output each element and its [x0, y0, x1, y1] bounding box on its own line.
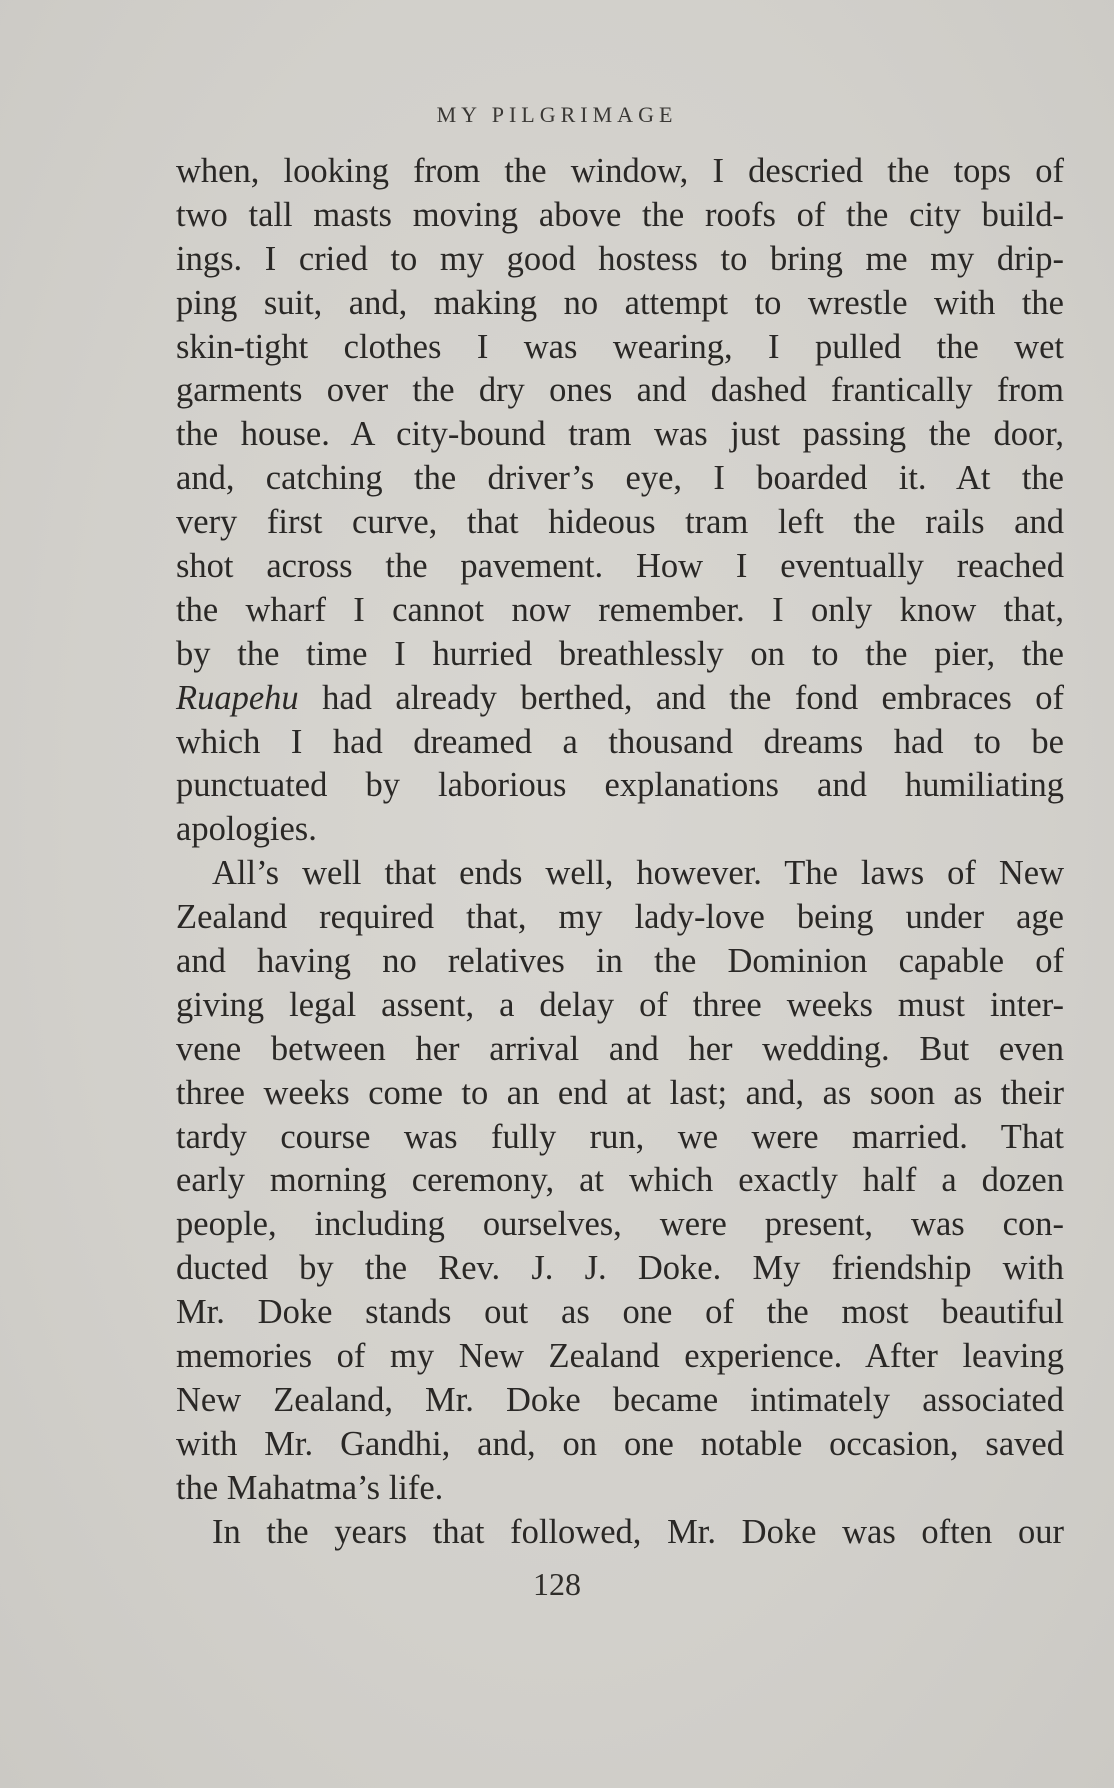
text-line: the Mahatma’s life.	[176, 1468, 444, 1507]
text-line: garments over the dry ones and dashed frantically from	[176, 371, 1064, 410]
text-line: and having no relatives in the Dominion capable of	[176, 942, 1064, 981]
body-text	[176, 150, 1064, 1555]
text-line: ping suit, and, making no attempt to wrestle with the	[176, 283, 1064, 322]
text-line: All’s well that ends well, however. The laws of New	[212, 854, 1064, 893]
text-line: which I had dreamed a thousand dreams had to be	[176, 722, 1064, 761]
text-line: people, including ourselves, were present, was con-	[176, 1205, 1064, 1244]
text-line: memories of my New Zealand experience. After leaving	[176, 1337, 1064, 1376]
text-line: In the years that followed, Mr. Doke was often our	[212, 1512, 1064, 1551]
text-line: by the time I hurried breathlessly on to the pier, the	[176, 634, 1064, 673]
text-line: giving legal assent, a delay of three weeks must inter-	[176, 985, 1064, 1024]
text-line: punctuated by laborious explanations and humiliating	[176, 766, 1064, 805]
text-line	[176, 677, 1064, 721]
text-line: vene between her arrival and her wedding. But even	[176, 1029, 1064, 1068]
text-line: three weeks come to an end at last; and, as soon as their	[176, 1073, 1064, 1112]
text-line: tardy course was fully run, we were married. That	[176, 1117, 1064, 1156]
running-head: MY PILGRIMAGE	[436, 102, 678, 127]
text-line-rest: had already berthed, and the fond embraces of	[298, 678, 1064, 717]
ship-name: Ruapehu	[176, 678, 299, 717]
text-line: the house. A city-bound tram was just passing the door,	[176, 415, 1064, 454]
text-line: ducted by the Rev. J. J. Doke. My friendship with	[176, 1249, 1064, 1288]
text-line: shot across the pavement. How I eventually reached	[176, 547, 1064, 586]
text-line: New Zealand, Mr. Doke became intimately associated	[176, 1380, 1064, 1419]
text-line: with Mr. Gandhi, and, on one notable occasion, saved	[176, 1424, 1064, 1463]
text-line: skin-tight clothes I was wearing, I pulled the wet	[176, 327, 1064, 366]
text-line: the wharf I cannot now remember. I only know that,	[176, 590, 1064, 629]
text-line: ings. I cried to my good hostess to bring me my drip-	[176, 239, 1064, 278]
page-number: 128	[533, 1566, 581, 1602]
text-line: and, catching the driver’s eye, I boarded it. At the	[176, 459, 1064, 498]
text-line: two tall masts moving above the roofs of the city build-	[176, 195, 1064, 234]
text-line: early morning ceremony, at which exactly half a dozen	[176, 1161, 1064, 1200]
text-line: Zealand required that, my lady-love being under age	[176, 898, 1064, 937]
text-line: apologies.	[176, 810, 317, 849]
text-line: very first curve, that hideous tram left the rails and	[176, 503, 1064, 542]
text-line: Mr. Doke stands out as one of the most beautiful	[176, 1293, 1064, 1332]
text-line: when, looking from the window, I descried the tops of	[176, 152, 1064, 190]
